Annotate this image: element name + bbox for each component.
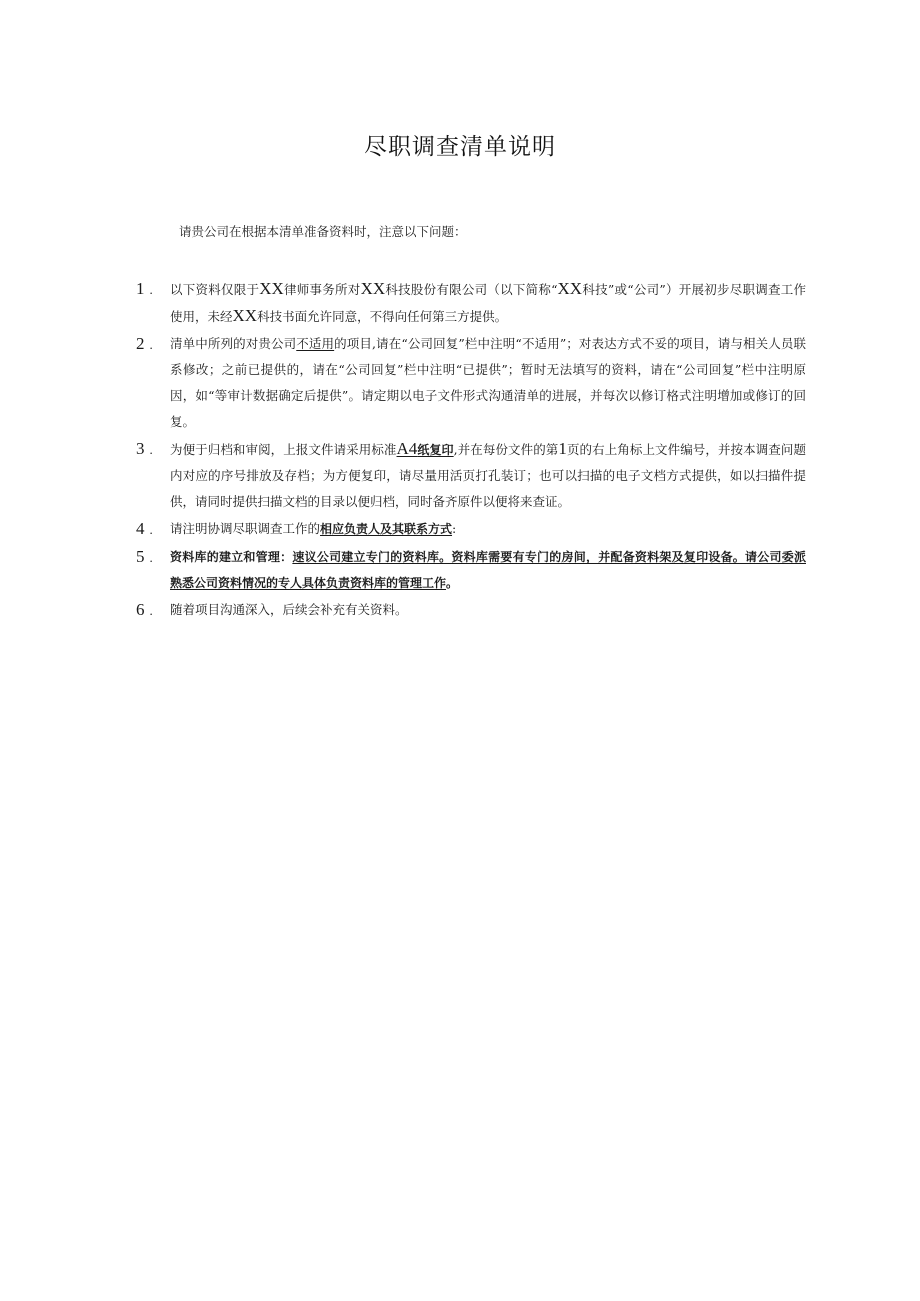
list-item-6 (136, 597, 806, 624)
list-item-1 (136, 276, 806, 330)
item-text: 为便于归档和审阅，上报文件请采用标准A4纸复印,并在每份文件的第1页的右上角标上文件编号，并按本调查问题内对应的序号排放及存档；为方便复印，请尽量用活页打孔装订；也可以扫描的电子文档方式提供，如以扫描件提供，请同时提供扫描文档的目录以便归档，同时备齐原件以便将来查证。 (170, 439, 806, 509)
list-item-4 (136, 516, 806, 543)
item-text: 清单中所列的对贵公司不适用的项目,请在“公司回复”栏中注明“不适用”；对表达方式不妥的项目，请与相关人员联系修改；之前已提供的，请在“公司回复”栏中注明“已提供”；暂时无法填写的资料，请在“公司回复”栏中注明原因，如“等审计数据确定后提供”。请定期以电子文件形式沟通清单的进展，并每次以修订格式注明增加或修订的回复。 (170, 336, 806, 429)
list-item-2 (136, 331, 806, 435)
bold-underlined-phrase: 相应负责人及其联系方式 (320, 522, 453, 536)
item-text: 资料库的建立和管理：速议公司建立专门的资料库。资料库需要有专门的房间，并配备资料架及复印设备。请公司委派熟悉公司资料情况的专人具体负责资料库的管理工作。 (170, 550, 806, 590)
bold-underlined-phrase: 速议公司建立专门的资料库。资料库需要有专门的房间，并配备资料架及复印设备。请公司委派熟悉公司资料情况的专人具体负责资料库的管理工作 (170, 550, 806, 590)
document-title: 尽职调查清单说明 (364, 134, 556, 160)
bold-underlined-phrase: 纸复印 (417, 443, 454, 457)
item-number: 2 . (136, 334, 153, 353)
item-number: 6 . (136, 600, 153, 619)
item-number: 1 . (136, 279, 153, 298)
list-item-3 (136, 436, 806, 515)
intro-text: 请贵公司在根据本清单准备资料时，注意以下问题： (179, 224, 467, 239)
item-number: 4 . (136, 519, 153, 538)
item-text: 请注明协调尽职调查工作的相应负责人及其联系方式: (170, 521, 457, 536)
underlined-phrase: A4 (396, 439, 418, 458)
item-text: 以下资料仅限于XX律师事务所对XX科技股份有限公司（以下简称“XX科技”或“公司”）开展初步尽职调查工作使用，未经XX科技书面允许同意，不得向任何第三方提供。 (170, 279, 806, 325)
notes-list (136, 276, 806, 625)
bold-phrase: 资料库的建立和管理： (170, 550, 293, 564)
item-number: 5 . (136, 547, 153, 566)
item-number: 3 . (136, 439, 153, 458)
underlined-phrase: 不适用 (296, 336, 335, 351)
item-text: 随着项目沟通深入，后续会补充有关资料。 (170, 602, 408, 617)
list-item-5 (136, 544, 806, 596)
